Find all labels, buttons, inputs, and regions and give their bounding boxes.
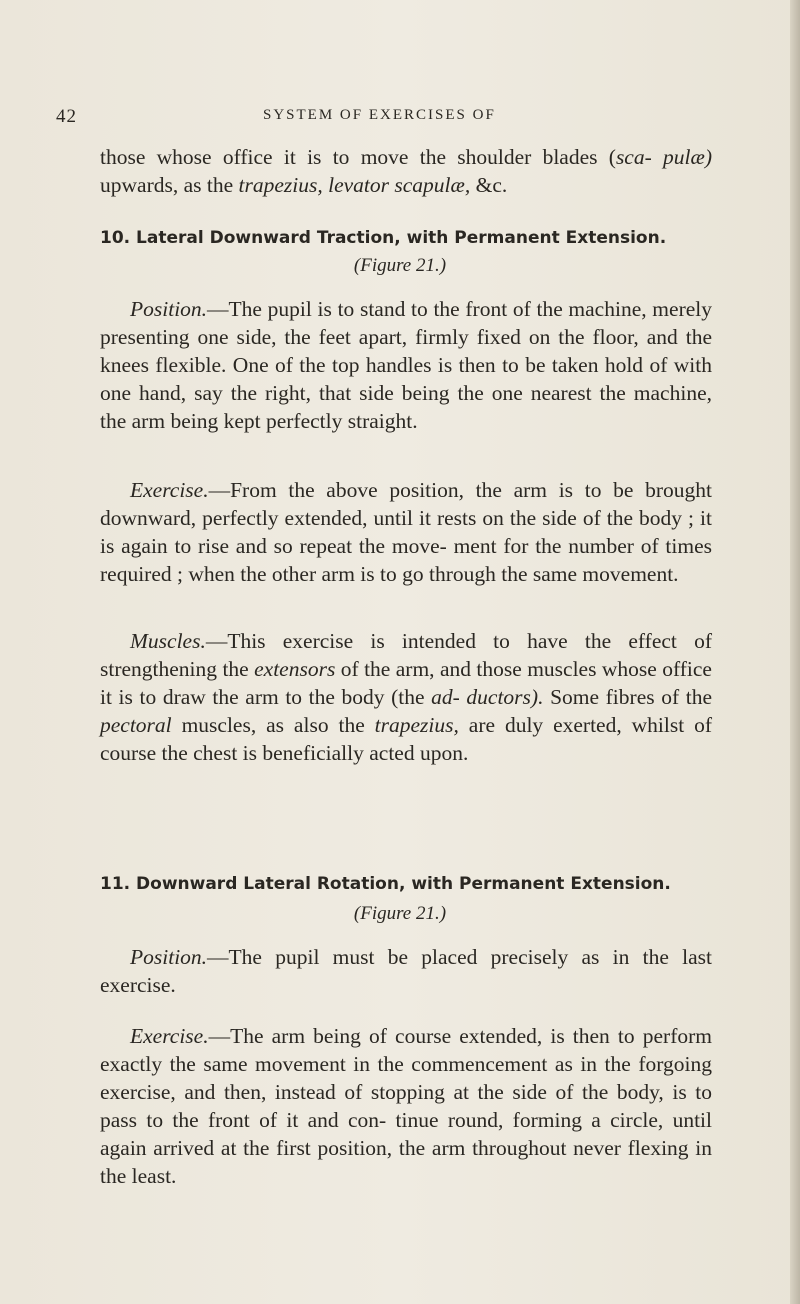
section-10-muscles-text-1: —This exercise is intended to have the effect of strengthening the xyxy=(100,629,712,681)
page-number: 42 xyxy=(56,106,77,127)
section-11-position-paragraph xyxy=(100,943,712,999)
intro-text-2: upwards, as the xyxy=(100,173,239,197)
section-11-figure-ref-text: (Figure 21.) xyxy=(353,903,447,924)
section-10-exercise-paragraph xyxy=(100,476,712,588)
section-10-term-trapezius: trapezius, xyxy=(374,713,459,737)
section-10-muscles-text-3: Some fibres of the xyxy=(543,685,712,709)
intro-text-1: those whose office it is to move the shoulder blades ( xyxy=(100,145,616,169)
page-header xyxy=(56,106,746,132)
section-10-position-label: Position. xyxy=(130,297,208,321)
section-10-term-pectoral: pectoral xyxy=(100,713,172,737)
section-10-figure-ref xyxy=(0,254,800,278)
section-10-muscles-label: Muscles. xyxy=(130,629,206,653)
section-10-exercise-label: Exercise. xyxy=(130,478,209,502)
section-11-exercise-label: Exercise. xyxy=(130,1024,209,1048)
page-edge xyxy=(790,0,800,1304)
section-10-exercise-text: —From the above position, the arm is to be brought downward, perfectly extended, until it rests on the side of the body ; it is again to rise and so repeat the move- ment for the number of times required ; when the other arm is to go through the same movement. xyxy=(100,478,712,586)
section-10-muscles-text-2: of the arm, and those muscles whose office it is to draw the arm to the body (the xyxy=(100,657,712,709)
section-11-exercise-paragraph xyxy=(100,1022,712,1190)
running-head: SYSTEM OF EXERCISES OF xyxy=(263,107,496,123)
section-10-muscles-text-4: muscles, as also the xyxy=(171,713,375,737)
section-10-heading: 10. Lateral Downward Traction, with Permanent Extension. xyxy=(100,228,667,248)
section-10-muscles-paragraph xyxy=(100,627,712,767)
intro-text-3: &c. xyxy=(470,173,508,197)
section-11-position-label: Position. xyxy=(130,945,208,969)
intro-paragraph xyxy=(100,143,712,199)
section-10-position-text: —The pupil is to stand to the front of the machine, merely presenting one side, the feet apart, firmly fixed on the floor, and the knees flexible. One of the top handles is then to be taken hold of with one hand, say the right, that side being the one nearest the machine, the arm being kept perfectly straight. xyxy=(100,297,712,433)
section-10-term-adductors: ad- ductors). xyxy=(431,685,544,709)
section-11-figure-ref xyxy=(0,902,800,926)
section-11-position-text: —The pupil must be placed precisely as in the last exercise. xyxy=(100,945,712,997)
section-10-position-paragraph xyxy=(100,295,712,435)
section-10-figure-ref-text: (Figure 21.) xyxy=(353,255,447,276)
intro-term-scapulae: sca- pulæ) xyxy=(615,145,713,169)
section-11-heading: 11. Downward Lateral Rotation, with Permanent Extension. xyxy=(100,874,671,894)
section-11-exercise-text: —The arm being of course extended, is then to perform exactly the same movement in the commencement as in the forgoing exercise, and then, instead of stopping at the side of the body, is to pass to the front of it and con- tinue round, forming a circle, until again arrived at the first position, the arm throughout never flexing in the least. xyxy=(100,1024,712,1188)
intro-term-muscles: trapezius, levator scapulæ, xyxy=(238,173,471,197)
section-10-muscles-text-5: are duly exerted, whilst of course the chest is beneficially acted upon. xyxy=(100,713,713,765)
section-10-term-extensors: extensors xyxy=(254,657,336,681)
